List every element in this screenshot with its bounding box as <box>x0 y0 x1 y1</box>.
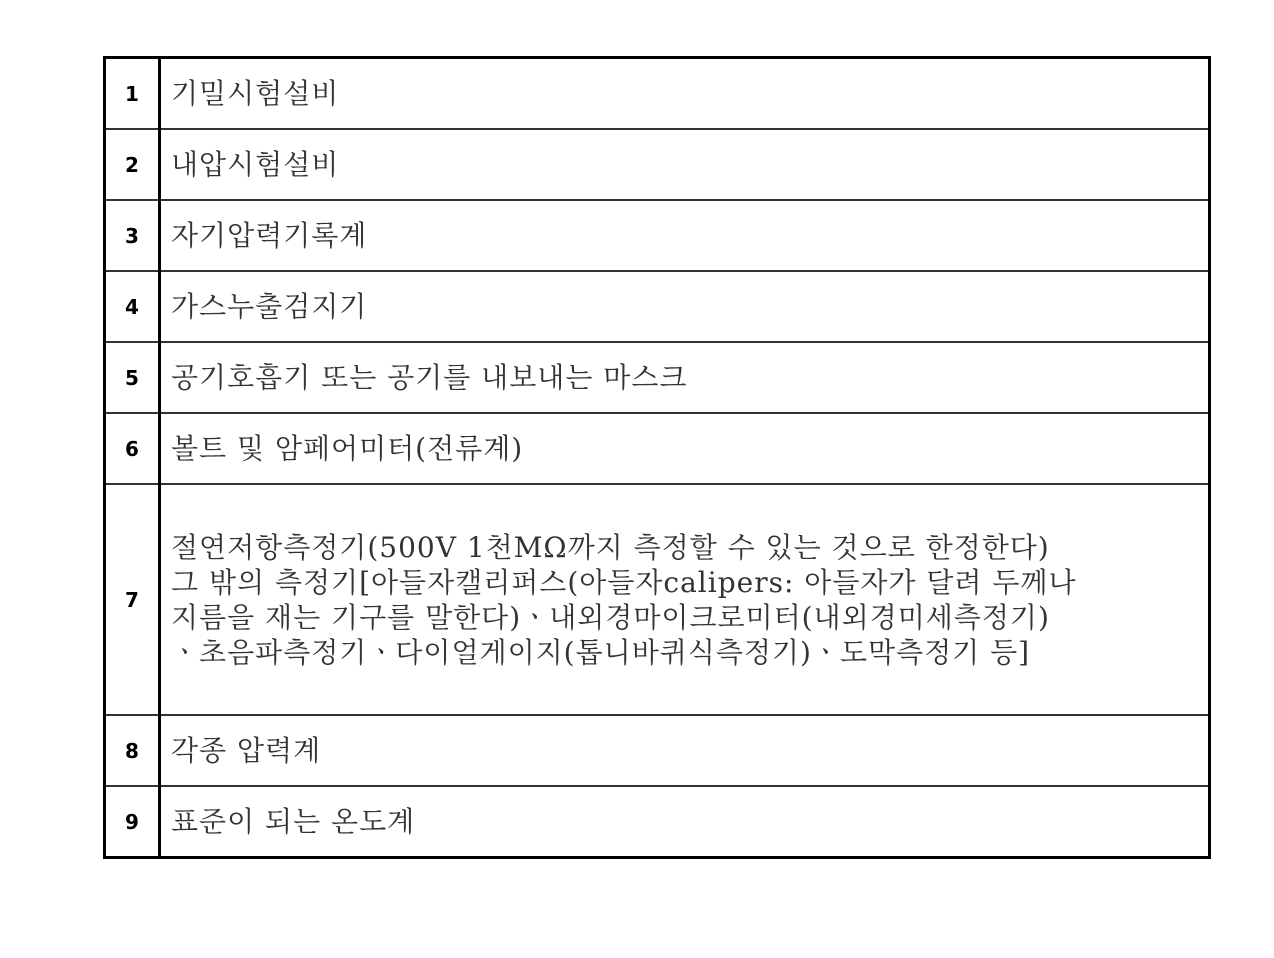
table-row <box>105 200 1210 271</box>
row-number: 7 <box>105 484 160 715</box>
row-text-line: 그 밖의 측정기[아들자캘리퍼스(아들자calipers: 아들자가 달려 두께나 <box>171 565 1077 599</box>
row-text-line: 지름을 재는 기구를 말한다)ㆍ내외경마이크로미터(내외경미세측정기) <box>171 600 1050 634</box>
table-row <box>105 413 1210 484</box>
table-row <box>105 129 1210 200</box>
row-text <box>160 129 1210 200</box>
row-text <box>160 271 1210 342</box>
row-number: 2 <box>105 129 160 200</box>
row-text <box>160 200 1210 271</box>
row-text <box>160 484 1210 715</box>
row-text <box>160 715 1210 786</box>
row-text-line: 자기압력기록계 <box>171 219 368 252</box>
row-text-line: 볼트 및 암페어미터(전류계) <box>171 432 524 465</box>
row-number: 6 <box>105 413 160 484</box>
row-number: 3 <box>105 200 160 271</box>
row-number: 9 <box>105 786 160 858</box>
row-text-line: 내압시험설비 <box>171 148 340 181</box>
row-text-line: 절연저항측정기(500V 1천MΩ까지 측정할 수 있는 것으로 한정한다) <box>171 530 1050 564</box>
table-row <box>105 484 1210 715</box>
row-text <box>160 786 1210 858</box>
table-row <box>105 271 1210 342</box>
equipment-table <box>103 56 1211 859</box>
row-number: 1 <box>105 58 160 130</box>
row-text-line: ㆍ초음파측정기ㆍ다이얼게이지(톱니바퀴식측정기)ㆍ도막측정기 등] <box>171 635 1031 669</box>
row-text-line: 공기호흡기 또는 공기를 내보내는 마스크 <box>171 361 688 394</box>
table-row <box>105 786 1210 858</box>
row-text <box>160 413 1210 484</box>
row-text-line: 기밀시험설비 <box>171 77 340 110</box>
row-text <box>160 342 1210 413</box>
table-row <box>105 58 1210 130</box>
row-number: 4 <box>105 271 160 342</box>
row-text-line: 가스누출검지기 <box>171 290 368 323</box>
row-text <box>160 58 1210 130</box>
row-text-line: 각종 압력계 <box>171 734 322 767</box>
row-number: 5 <box>105 342 160 413</box>
table-row <box>105 715 1210 786</box>
row-text-line: 표준이 되는 온도계 <box>171 805 416 838</box>
table-row <box>105 342 1210 413</box>
row-number: 8 <box>105 715 160 786</box>
